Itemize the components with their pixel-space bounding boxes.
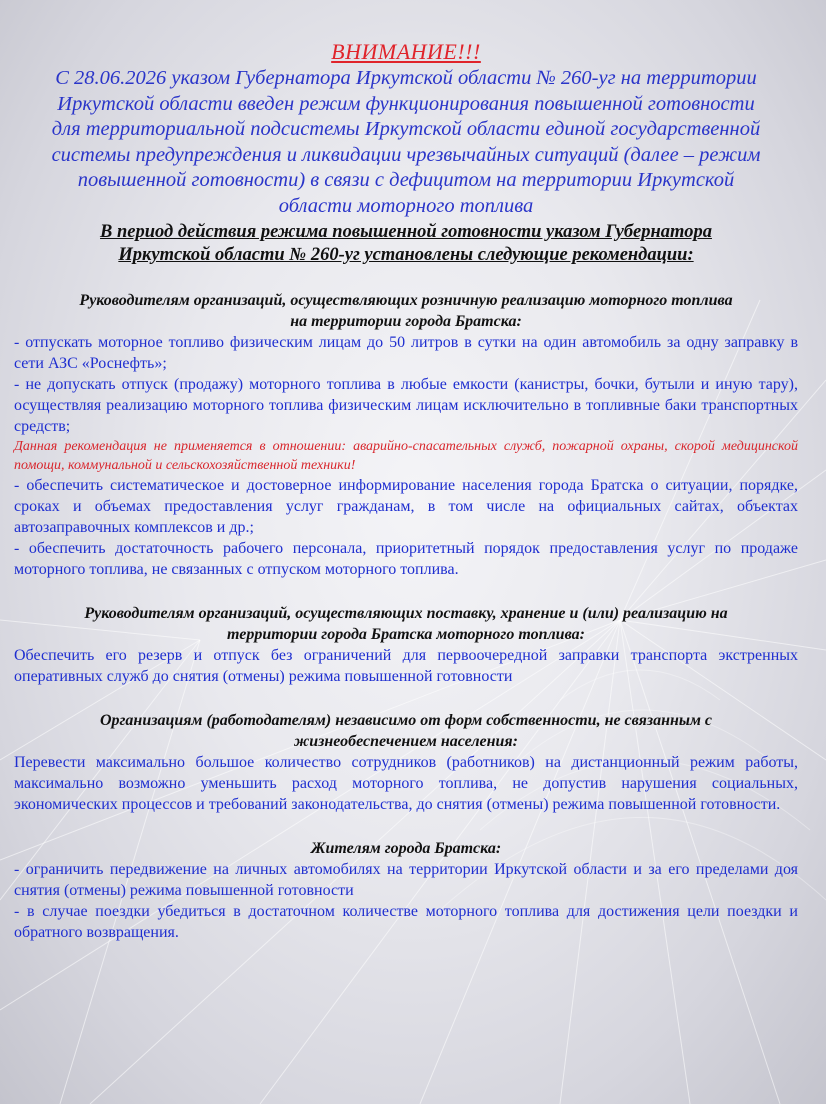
intro-line: области моторного топлива xyxy=(278,194,534,217)
warning-title: ВНИМАНИЕ!!! xyxy=(331,39,481,64)
section1-item: - отпускать моторное топливо физическим лицам до 50 литров в сутки на один автомобиль за одну заправку в сети АЗС «Роснефть»; xyxy=(14,334,798,372)
heading-line: на территории города Братска: xyxy=(290,313,522,330)
section2-heading xyxy=(14,603,798,645)
heading-line: жизнеобеспечением населения: xyxy=(294,733,518,750)
section4-heading: Жителям города Братска: xyxy=(310,840,502,857)
decree-line: Иркутской области № 260-уг установлены следующие рекомендации: xyxy=(118,245,694,265)
heading-line: территории города Братска моторного топлива: xyxy=(227,626,585,643)
section1-heading xyxy=(14,290,798,332)
section4-item: - ограничить передвижение на личных автомобилях на территории Иркутской области и за его пределами доя снятия (отмены) режима повышенной готовности xyxy=(14,861,798,899)
section3-text: Перевести максимально большое количество сотрудников (работников) на дистанционный режим работы, максимально возможно уменьшить расход моторного топлива, не допустив нарушения социальных, экономических процессов и требований законодательства, до снятия (отмены) режима повышенной готовности. xyxy=(14,754,798,813)
intro-line: С 28.06.2026 указом Губернатора Иркутской области № 260-уг на территории xyxy=(55,67,757,89)
intro-paragraph xyxy=(14,66,798,219)
decree-heading xyxy=(14,221,798,267)
heading-line: Руководителям организаций, осуществляющих поставку, хранение и (или) реализацию на xyxy=(84,605,728,622)
intro-line: для территориальной подсистемы Иркутской области единой государственной xyxy=(51,118,761,140)
section1-item: - обеспечить достаточность рабочего персонала, приоритетный порядок предоставления услуг по продаже моторного топлива, не связанных с отпуском моторного топлива. xyxy=(14,540,798,578)
intro-line: повышенной готовности) в связи с дефицитом на территории Иркутской xyxy=(77,169,735,191)
intro-line: Иркутской области введен режим функционирования повышенной готовности xyxy=(57,92,755,115)
section2-text: Обеспечить его резерв и отпуск без ограничений для первоочередной заправки транспорта экстренных оперативных служб до снятия (отмены) режима повышенной готовности xyxy=(14,647,798,685)
section1-item: - обеспечить систематическое и достоверное информирование населения города Братска о ситуации, порядке, сроках и объемах предоставления услуг гражданам, в том числе на официальных сайтах, объектах автозаправочных комплексов и др.; xyxy=(14,477,798,536)
exemption-note: Данная рекомендация не применяется в отношении: аварийно-спасательных служб, пожарной охраны, скорой медицинской помощи, коммунальной и сельскохозяйственной техники! xyxy=(14,439,798,473)
intro-line: системы предупреждения и ликвидации чрезвычайных ситуаций (далее – режим xyxy=(51,143,761,166)
decree-line: В период действия режима повышенной готовности указом Губернатора xyxy=(100,222,712,242)
section3-heading xyxy=(14,710,798,752)
section1-item: - не допускать отпуск (продажу) моторного топлива в любые емкости (канистры, бочки, бутыли и иную тару), осуществляя реализацию моторного топлива физическим лицам исключительно в топливные баки транспортных средств; xyxy=(14,376,798,435)
heading-line: Организациям (работодателям) независимо от форм собственности, не связанным с xyxy=(99,712,713,729)
heading-line: Руководителям организаций, осуществляющих розничную реализацию моторного топлива xyxy=(79,292,733,309)
section4-item: - в случае поездки убедиться в достаточном количестве моторного топлива для достижения цели поездки и обратного возвращения. xyxy=(14,903,798,941)
